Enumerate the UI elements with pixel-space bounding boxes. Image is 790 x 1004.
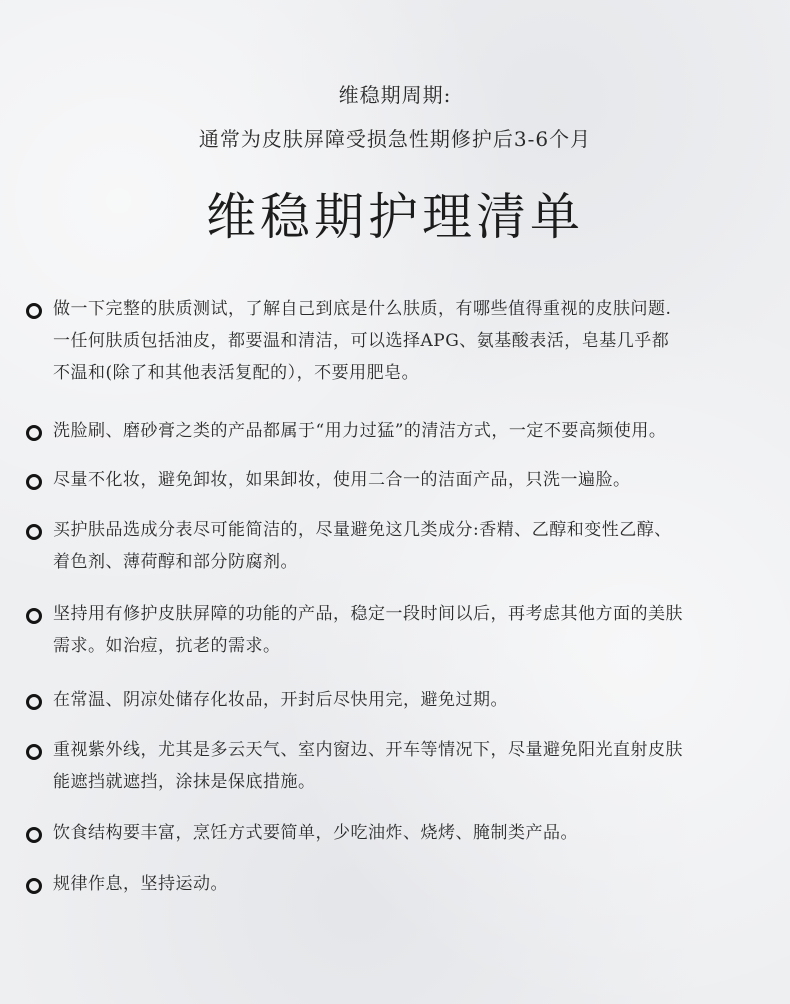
checklist-item-text: 买护肤品选成分表尽可能简洁的，尽量避免这几类成分:香精、乙醇和变性乙醇、 着色剂、薄荷醇和部分防腐剂。 [53,520,672,572]
checklist-item [26,871,776,900]
checklist-item [26,687,776,716]
checklist-item-text: 做一下完整的肤质测试，了解自己到底是什么肤质，有哪些值得重视的皮肤问题. 一任何肤质包括油皮，都要温和清洁，可以选择APG、氨基酸表活，皂基几乎都 不温和(除了和其他表活复配的），不要用肥皂。 [53,299,672,383]
checklist-item [26,517,776,578]
bullet-circle-icon [26,474,42,490]
checklist-item [26,467,776,496]
bullet-circle-icon [26,827,42,843]
intro-subheading: 通常为皮肤屏障受损急性期修护后3-6个月 [198,127,592,151]
bullet-circle-icon [26,694,42,710]
bullet-circle-icon [26,744,42,760]
checklist-item-text: 饮食结构要丰富，烹饪方式要简单，少吃油炸、烧烤、腌制类产品。 [53,823,578,843]
checklist-item [26,820,776,849]
checklist-item [26,418,776,447]
checklist-item-text: 洗脸刷、磨砂膏之类的产品都属于“用力过猛”的清洁方式，一定不要高频使用。 [53,421,667,441]
bullet-circle-icon [26,425,42,441]
checklist-item-text: 尽量不化妆，避免卸妆，如果卸妆，使用二合一的洁面产品，只洗一遍脸。 [53,470,631,490]
checklist-item [26,737,776,798]
checklist-item [26,601,776,662]
checklist-item [26,296,776,389]
checklist-item-text: 坚持用有修护皮肤屏障的功能的产品，稳定一段时间以后，再考虑其他方面的美肤 需求。如治痘，抗老的需求。 [53,604,683,656]
bullet-circle-icon [26,303,42,319]
checklist-item-text: 重视紫外线，尤其是多云天气、室内窗边、开车等情况下，尽量避免阳光直射皮肤 能遮挡就遮挡，涂抹是保底措施。 [53,740,683,792]
bullet-circle-icon [26,878,42,894]
page-title: 维稳期护理清单 [206,188,584,246]
bullet-circle-icon [26,524,42,540]
intro-heading: 维稳期周期: [338,83,452,107]
checklist-item-text: 规律作息，坚持运动。 [53,874,228,894]
bullet-circle-icon [26,608,42,624]
checklist-item-text: 在常温、阴凉处储存化妆品，开封后尽快用完，避免过期。 [53,690,508,710]
